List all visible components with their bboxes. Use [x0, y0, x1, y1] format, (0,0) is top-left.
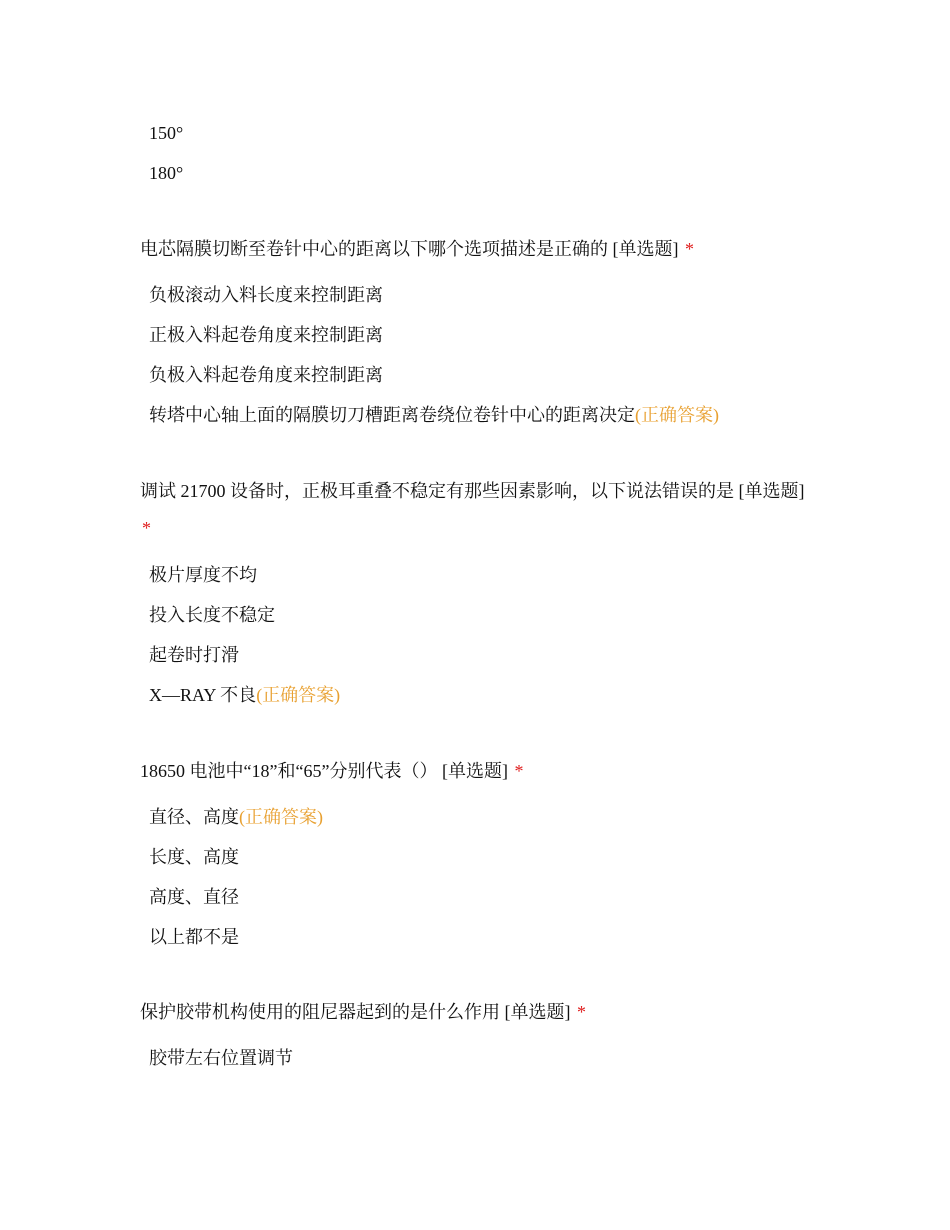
option-item [140, 917, 810, 957]
option-item [140, 1038, 810, 1078]
required-marker: * [142, 518, 151, 538]
question-title [140, 231, 810, 268]
option-item [140, 675, 810, 715]
correct-answer-marker: (正确答案) [239, 807, 323, 827]
option-item [140, 153, 810, 193]
option-label: 转塔中心轴上面的隔膜切刀槽距离卷绕位卷针中心的距离决定 [149, 405, 635, 425]
question-block [140, 753, 810, 957]
option-label: 150° [149, 123, 184, 143]
option-label: 投入长度不稳定 [149, 605, 275, 625]
question-block [140, 231, 810, 435]
question-block [140, 473, 810, 715]
option-item [140, 877, 810, 917]
option-label: 长度、高度 [149, 847, 239, 867]
option-label: 高度、直径 [149, 887, 239, 907]
option-item [140, 635, 810, 675]
correct-answer-marker: (正确答案) [635, 405, 719, 425]
question-text: 电芯隔膜切断至卷针中心的距离以下哪个选项描述是正确的 [单选题] [140, 239, 679, 259]
option-item [140, 113, 810, 153]
question-text: 18650 电池中“18”和“65”分别代表（） [单选题] [140, 761, 508, 781]
option-item [140, 555, 810, 595]
option-item [140, 355, 810, 395]
option-item [140, 275, 810, 315]
question-title [140, 753, 810, 790]
option-label: 负极滚动入料长度来控制距离 [149, 285, 383, 305]
required-marker: * [514, 761, 524, 781]
option-label: 180° [149, 163, 184, 183]
option-label: 直径、高度 [149, 807, 239, 827]
option-label: 以上都不是 [149, 927, 239, 947]
option-item [140, 315, 810, 355]
required-marker: * [577, 1002, 586, 1022]
option-label: 极片厚度不均 [149, 565, 257, 585]
option-item [140, 837, 810, 877]
option-label: X—RAY 不良 [149, 685, 257, 705]
correct-answer-marker: (正确答案) [256, 685, 341, 705]
option-label: 起卷时打滑 [149, 645, 239, 665]
question-title [140, 473, 810, 547]
question-block [140, 994, 810, 1078]
option-item [140, 595, 810, 635]
leading-options [140, 113, 810, 193]
option-label: 胶带左右位置调节 [149, 1048, 293, 1068]
option-label: 负极入料起卷角度来控制距离 [149, 365, 383, 385]
question-title [140, 994, 810, 1031]
option-item [140, 797, 810, 837]
question-text: 保护胶带机构使用的阻尼器起到的是什么作用 [单选题] [140, 1002, 571, 1022]
option-label: 正极入料起卷角度来控制距离 [149, 325, 383, 345]
option-item [140, 395, 810, 435]
required-marker: * [685, 239, 694, 259]
question-text: 调试 21700 设备时，正极耳重叠不稳定有那些因素影响，以下说法错误的是 [单选题] [140, 481, 805, 501]
